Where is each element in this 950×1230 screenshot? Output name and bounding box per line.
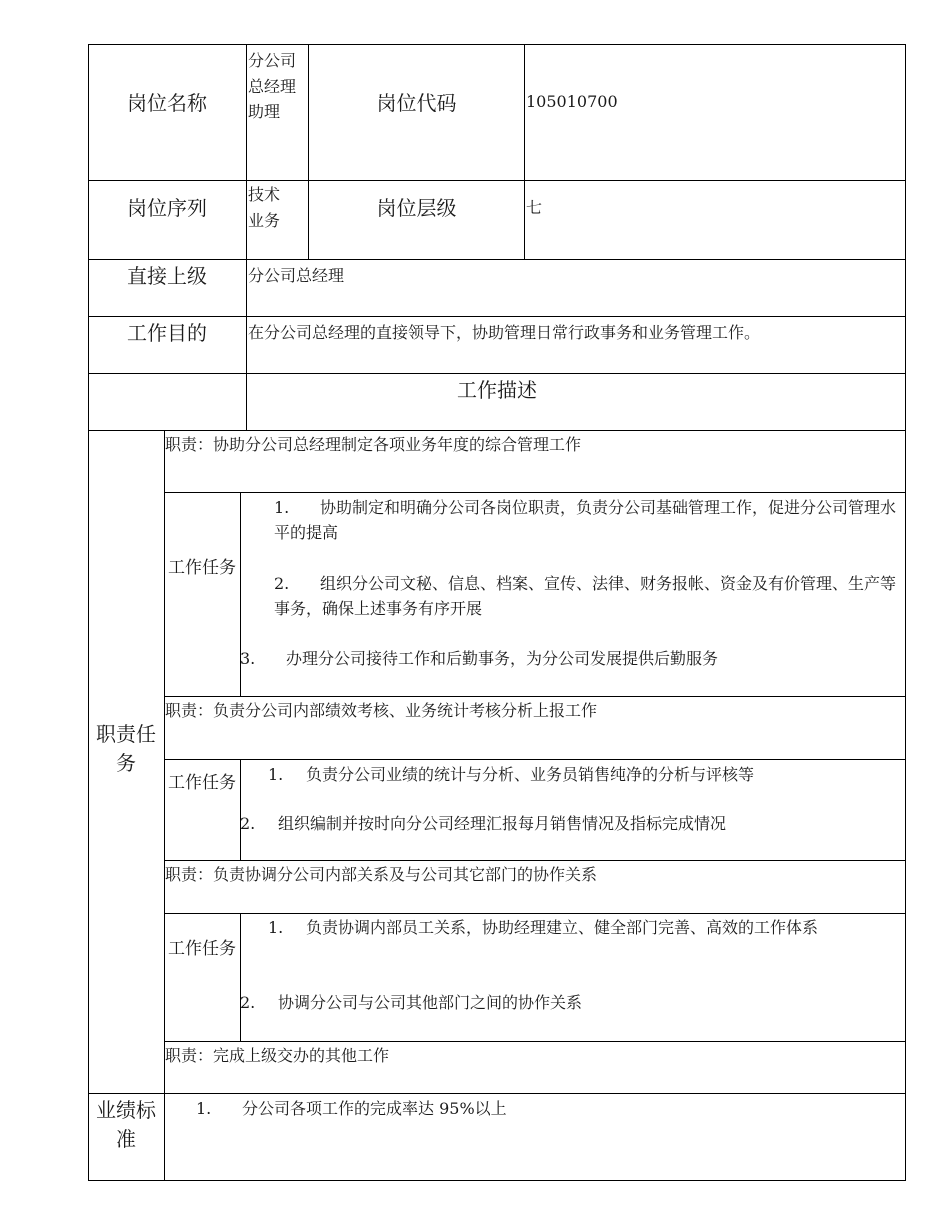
position-sequence-value: 技术业务 bbox=[248, 185, 281, 230]
position-level-label: 岗位层级 bbox=[376, 196, 457, 220]
performance-text: 分公司各项工作的完成率达 95%以上 bbox=[242, 1099, 507, 1118]
position-sequence-label: 岗位序列 bbox=[127, 196, 207, 220]
row-divider bbox=[164, 860, 906, 861]
table-border-bottom bbox=[88, 1180, 906, 1181]
work-purpose-label: 工作目的 bbox=[127, 321, 207, 345]
col-divider bbox=[240, 759, 241, 860]
task-number: 2. bbox=[240, 993, 256, 1012]
row-divider bbox=[164, 759, 906, 760]
position-level-value: 七 bbox=[526, 198, 543, 217]
task-text: 办理分公司接待工作和后勤事务，为分公司发展提供后勤服务 bbox=[286, 649, 719, 668]
work-task-label: 工作任务 bbox=[168, 939, 236, 959]
direct-superior-value: 分公司总经理 bbox=[248, 266, 345, 285]
performance-standard-label: 业绩标准 bbox=[96, 1098, 156, 1151]
row-divider bbox=[164, 696, 906, 697]
task-text: 负责分公司业绩的统计与分析、业务员销售纯净的分析与评核等 bbox=[306, 765, 755, 784]
task-item bbox=[274, 496, 900, 546]
duty-heading: 职责：协助分公司总经理制定各项业务年度的综合管理工作 bbox=[165, 435, 582, 454]
col-divider bbox=[240, 913, 241, 1041]
col-divider bbox=[308, 44, 309, 259]
performance-number: 1. bbox=[196, 1099, 212, 1118]
task-item bbox=[240, 812, 900, 837]
position-code-value: 105010700 bbox=[526, 92, 618, 111]
row-divider bbox=[88, 180, 906, 181]
col-divider bbox=[246, 44, 247, 430]
table-border-top bbox=[88, 44, 906, 45]
duty-heading: 职责：负责分公司内部绩效考核、业务统计考核分析上报工作 bbox=[165, 701, 598, 720]
task-item bbox=[268, 916, 900, 941]
task-item bbox=[240, 991, 900, 1016]
duty-task-section-label: 职责任务 bbox=[96, 722, 156, 775]
task-item bbox=[274, 572, 900, 622]
col-divider bbox=[524, 44, 525, 259]
work-task-label: 工作任务 bbox=[168, 773, 236, 793]
row-divider bbox=[88, 430, 906, 431]
task-number: 1. bbox=[274, 498, 290, 517]
work-description-title: 工作描述 bbox=[457, 378, 537, 402]
task-text: 组织分公司文秘、信息、档案、宣传、法律、财务报帐、资金及有价管理、生产等事务，确保上述事务有序开展 bbox=[274, 574, 897, 618]
task-number: 2. bbox=[240, 814, 256, 833]
duty-heading: 职责：完成上级交办的其他工作 bbox=[165, 1046, 390, 1065]
task-number: 3. bbox=[240, 649, 256, 668]
duty-heading: 职责：负责协调分公司内部关系及与公司其它部门的协作关系 bbox=[165, 865, 598, 884]
work-purpose-value: 在分公司总经理的直接领导下，协助管理日常行政事务和业务管理工作。 bbox=[248, 323, 761, 342]
table-border-right bbox=[905, 44, 906, 1181]
performance-item bbox=[196, 1097, 900, 1122]
task-number: 1. bbox=[268, 765, 284, 784]
position-code-label: 岗位代码 bbox=[376, 91, 457, 115]
row-divider bbox=[164, 913, 906, 914]
row-divider bbox=[88, 373, 906, 374]
job-description-table bbox=[88, 44, 906, 1181]
row-divider bbox=[88, 1093, 906, 1094]
position-name-label: 岗位名称 bbox=[127, 91, 207, 115]
task-text: 负责协调内部员工关系，协助经理建立、健全部门完善、高效的工作体系 bbox=[306, 918, 819, 937]
task-number: 1. bbox=[268, 918, 284, 937]
task-number: 2. bbox=[274, 574, 290, 593]
col-divider bbox=[164, 430, 165, 1181]
row-divider bbox=[88, 259, 906, 260]
row-divider bbox=[88, 316, 906, 317]
task-item bbox=[268, 763, 900, 788]
task-text: 组织编制并按时向分公司经理汇报每月销售情况及指标完成情况 bbox=[278, 814, 727, 833]
row-divider bbox=[164, 492, 906, 493]
row-divider bbox=[164, 1041, 906, 1042]
task-text: 协调分公司与公司其他部门之间的协作关系 bbox=[278, 993, 583, 1012]
direct-superior-label: 直接上级 bbox=[127, 264, 207, 288]
work-task-label: 工作任务 bbox=[168, 558, 236, 578]
task-item bbox=[240, 647, 900, 672]
task-text: 协助制定和明确分公司各岗位职责，负责分公司基础管理工作，促进分公司管理水平的提高 bbox=[274, 498, 897, 542]
position-name-value: 分公司总经理助理 bbox=[248, 51, 297, 122]
